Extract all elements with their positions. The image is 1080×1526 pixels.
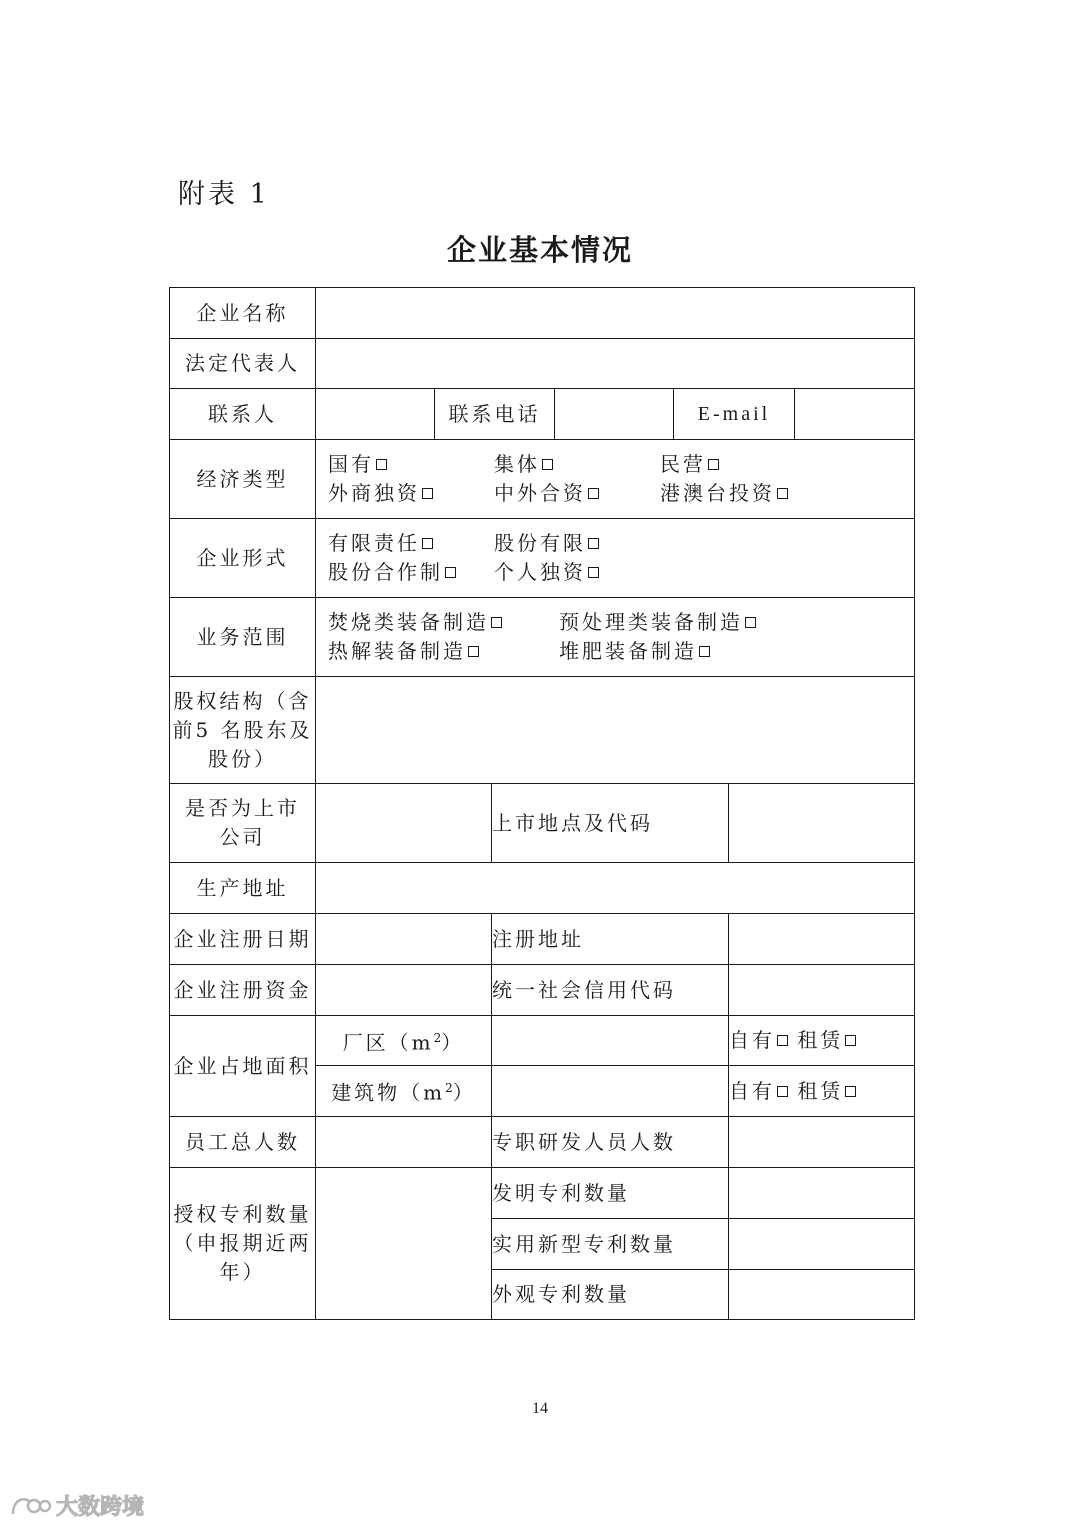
employees-label: 员工总人数 [170,1117,316,1168]
factory-area-label: 厂区$(m^2)$ [316,1016,492,1066]
company-form-label: 企业形式 [170,519,316,598]
option-limited-liability[interactable]: 有限责任 [328,529,494,558]
watermark: 大数跨境 [10,1490,144,1521]
option-composting[interactable]: 堆肥装备制造 [559,637,710,666]
reg-address-label: 注册地址 [492,914,729,965]
checkbox[interactable] [422,488,433,499]
legal-rep-field[interactable] [316,339,915,389]
option-joint-stock[interactable]: 股份有限 [494,529,599,558]
employees-field[interactable] [316,1117,492,1168]
equity-field[interactable] [316,677,915,784]
rd-staff-label: 专职研发人员人数 [492,1117,729,1168]
email-label: E-mail [674,389,795,440]
option-sole-proprietorship[interactable]: 个人独资 [494,558,599,587]
design-patents-field[interactable] [729,1270,915,1320]
building-area-field[interactable] [492,1066,729,1117]
listing-place-field[interactable] [729,784,915,863]
building-ownership: 自有 租赁 [729,1066,915,1117]
company-form-options [316,519,915,598]
company-name-field[interactable] [316,288,915,339]
reg-capital-field[interactable] [316,965,492,1016]
page-title: 企业基本情况 [446,233,633,267]
building-area-label: 建筑物$(m^2)$ [316,1066,492,1117]
production-address-label: 生产地址 [170,863,316,914]
option-state-owned[interactable]: 国有 [328,450,494,479]
company-info-table [169,287,915,1320]
checkbox-lease[interactable] [845,1035,856,1046]
checkbox[interactable] [376,459,387,470]
option-foreign-owned[interactable]: 外商独资 [328,479,494,508]
option-collective[interactable]: 集体 [494,450,660,479]
checkbox[interactable] [542,459,553,470]
legal-rep-label: 法定代表人 [170,339,316,389]
checkbox[interactable] [777,488,788,499]
invention-patents-field[interactable] [729,1168,915,1219]
reg-capital-label: 企业注册资金 [170,965,316,1016]
listing-place-label: 上市地点及代码 [492,784,729,863]
company-name-label: 企业名称 [170,288,316,339]
utility-patents-field[interactable] [729,1219,915,1270]
phone-label: 联系电话 [435,389,555,440]
checkbox[interactable] [491,617,502,628]
checkbox-own[interactable] [777,1086,788,1097]
page-number: 14 [532,1400,548,1417]
credit-code-label: 统一社会信用代码 [492,965,729,1016]
equity-label: 股权结构（含 前5 名股东及 股份） [170,677,316,784]
utility-patents-label: 实用新型专利数量 [492,1219,729,1270]
checkbox[interactable] [588,538,599,549]
email-field[interactable] [795,389,915,440]
patents-label: 授权专利数量 （申报期近两 年） [170,1168,316,1320]
reg-address-field[interactable] [729,914,915,965]
rd-staff-field[interactable] [729,1117,915,1168]
option-pyrolysis[interactable]: 热解装备制造 [328,637,559,666]
contact-field[interactable] [316,389,435,440]
contact-label: 联系人 [170,389,316,440]
production-address-field[interactable] [316,863,915,914]
business-scope-options [316,598,915,677]
checkbox[interactable] [699,646,710,657]
credit-code-field[interactable] [729,965,915,1016]
checkbox-own[interactable] [777,1035,788,1046]
factory-ownership: 自有 租赁 [729,1016,915,1066]
checkbox[interactable] [745,617,756,628]
attachment-label: 附表 1 [178,179,270,210]
invention-patents-label: 发明专利数量 [492,1168,729,1219]
reg-date-field[interactable] [316,914,492,965]
checkbox[interactable] [422,538,433,549]
option-pretreatment[interactable]: 预处理类装备制造 [559,608,756,637]
checkbox-lease[interactable] [845,1086,856,1097]
checkbox[interactable] [445,567,456,578]
listed-field[interactable] [316,784,492,863]
checkbox[interactable] [468,646,479,657]
phone-field[interactable] [555,389,674,440]
checkbox[interactable] [588,567,599,578]
listed-label: 是否为上市 公司 [170,784,316,863]
business-scope-label: 业务范围 [170,598,316,677]
land-area-label: 企业占地面积 [170,1016,316,1117]
checkbox[interactable] [588,488,599,499]
option-joint-venture[interactable]: 中外合资 [494,479,660,508]
option-cooperative[interactable]: 股份合作制 [328,558,494,587]
option-private[interactable]: 民营 [660,450,719,479]
watermark-logo-icon [10,1492,52,1520]
economic-type-options [316,440,915,519]
option-incineration[interactable]: 焚烧类装备制造 [328,608,559,637]
economic-type-label: 经济类型 [170,440,316,519]
factory-area-field[interactable] [492,1016,729,1066]
patents-field[interactable] [316,1168,492,1320]
checkbox[interactable] [708,459,719,470]
option-hk-macao-taiwan[interactable]: 港澳台投资 [660,479,788,508]
reg-date-label: 企业注册日期 [170,914,316,965]
design-patents-label: 外观专利数量 [492,1270,729,1320]
